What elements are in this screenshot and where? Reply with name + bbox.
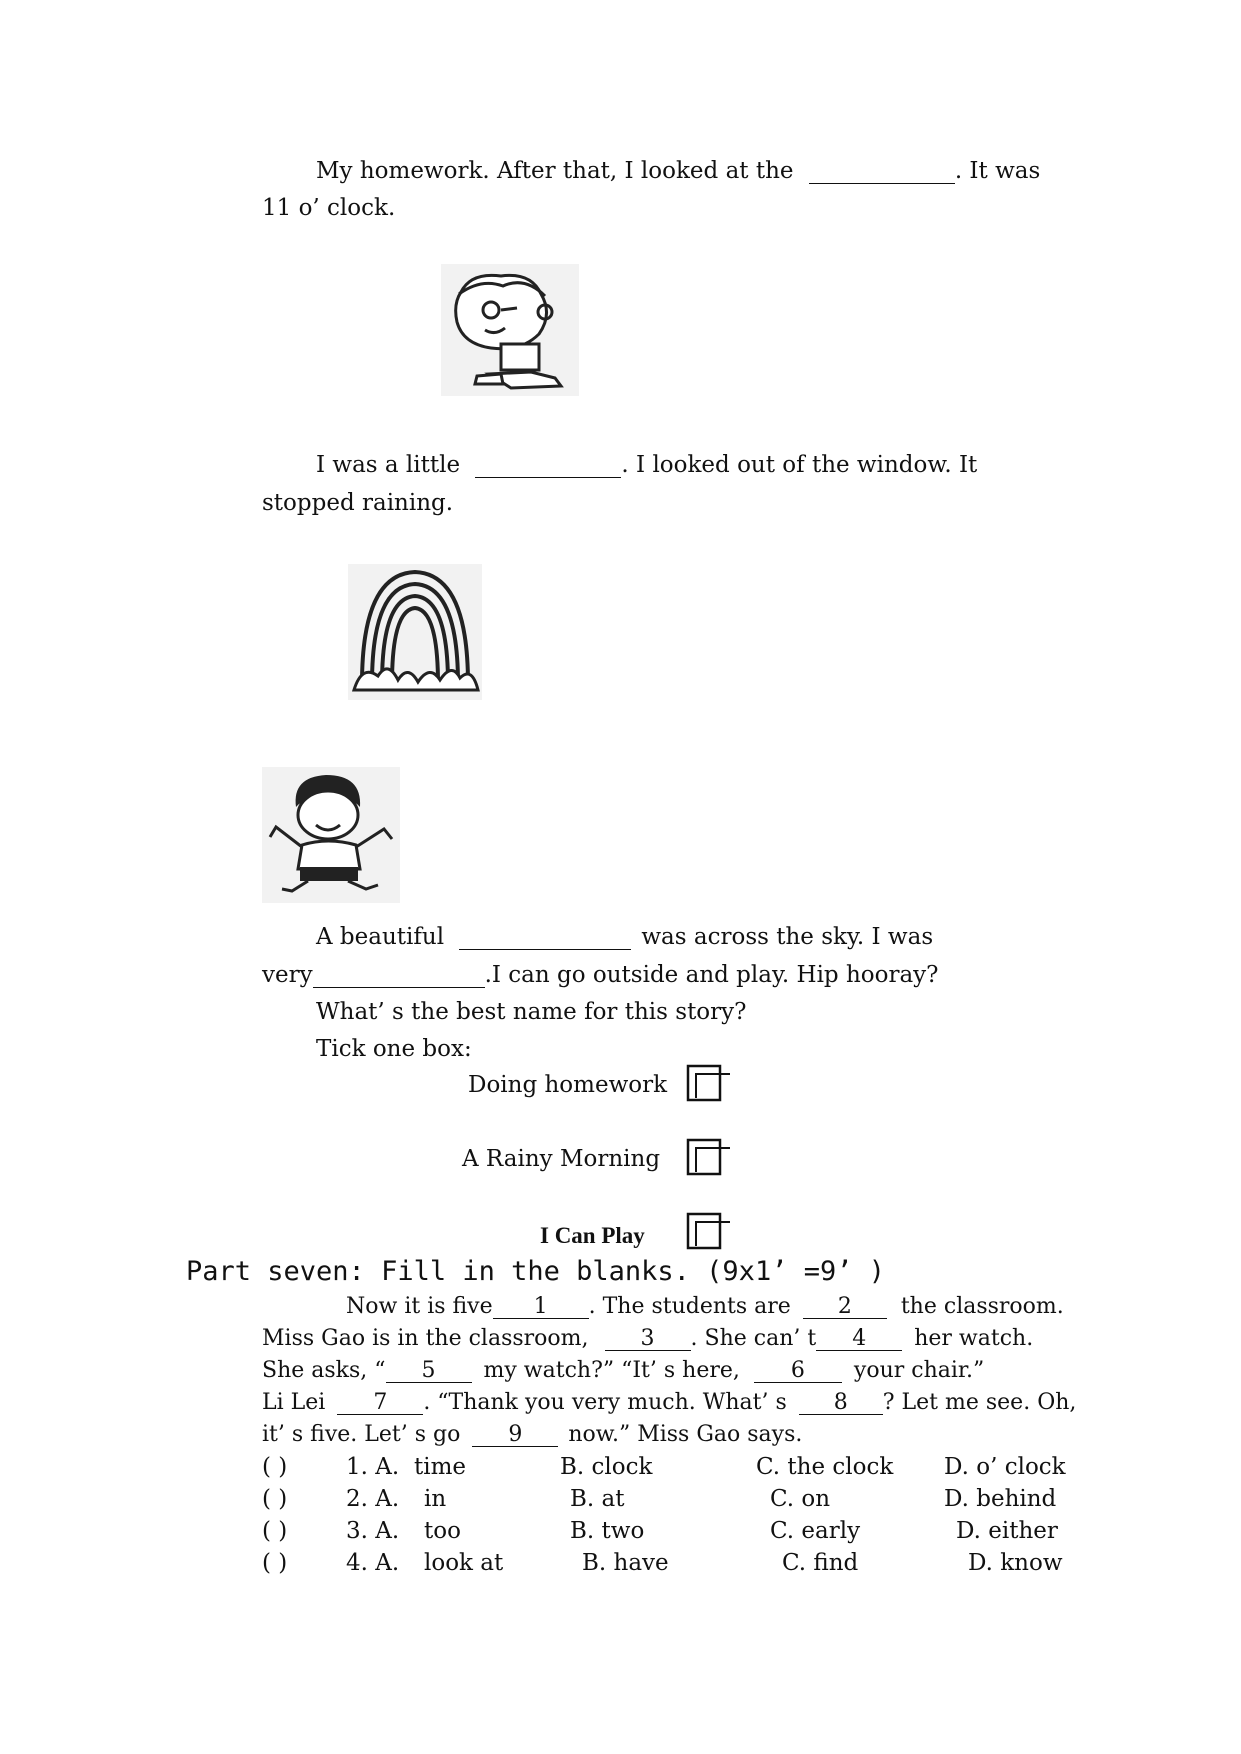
blank-7[interactable]: 7 — [337, 1392, 423, 1415]
story-line-2 — [262, 197, 395, 220]
blank-8[interactable]: 8 — [799, 1392, 883, 1415]
answer-paren[interactable]: ( ) — [262, 1486, 288, 1512]
story-text: was across the sky. I was — [641, 924, 934, 950]
option-d: D. o’ clock — [944, 1454, 1066, 1480]
option-d: D. know — [968, 1550, 1063, 1576]
answer-blank[interactable] — [475, 454, 621, 478]
blank-1[interactable]: 1 — [493, 1296, 589, 1319]
option-c: C. find — [782, 1550, 859, 1576]
question-number: 1. A. — [346, 1454, 400, 1480]
question-number: 3. A. — [346, 1518, 400, 1544]
passage-text: her watch. — [914, 1326, 1034, 1351]
story-text: very — [262, 962, 313, 988]
story-line-1 — [316, 160, 1040, 184]
tick-box[interactable] — [686, 1212, 732, 1252]
story-text: stopped raining. — [262, 490, 454, 516]
answer-paren[interactable]: ( ) — [262, 1454, 288, 1480]
passage-line-2 — [262, 1328, 1033, 1351]
blank-9[interactable]: 9 — [472, 1424, 558, 1447]
blank-5[interactable]: 5 — [386, 1360, 472, 1383]
option-b: B. clock — [560, 1454, 653, 1480]
story-question: What’ s the best name for this story? — [316, 999, 747, 1025]
option-a: in — [424, 1486, 447, 1512]
tick-box[interactable] — [686, 1064, 732, 1104]
story-text: I was a little — [316, 452, 461, 478]
passage-text: . She can’ t — [690, 1326, 817, 1351]
passage-text: Miss Gao is in the classroom, — [262, 1326, 589, 1351]
option-a: too — [424, 1518, 461, 1544]
story-instruction: Tick one box: — [316, 1036, 472, 1062]
option-a: time — [414, 1454, 467, 1480]
boy-jumping-picture — [262, 767, 400, 903]
boy-thinking-picture — [441, 264, 579, 396]
story-text: . It was — [954, 158, 1041, 184]
passage-line-3 — [262, 1360, 984, 1383]
passage-line-5 — [262, 1424, 802, 1447]
option-d: D. either — [956, 1518, 1058, 1544]
story-line-4 — [262, 492, 453, 515]
answer-paren[interactable]: ( ) — [262, 1518, 288, 1544]
blank-4[interactable]: 4 — [816, 1328, 902, 1351]
passage-line-1 — [346, 1296, 1064, 1319]
story-text: My homework. After that, I looked at the — [316, 158, 794, 184]
story-line-5 — [316, 926, 933, 950]
question-number: 2. A. — [346, 1486, 400, 1512]
passage-text: it’ s five. Let’ s go — [262, 1422, 461, 1447]
story-line-6 — [262, 964, 939, 988]
passage-text: now.” Miss Gao says. — [568, 1422, 803, 1447]
answer-blank[interactable] — [313, 964, 485, 988]
option-b: B. have — [582, 1550, 669, 1576]
option-c: C. early — [770, 1518, 861, 1544]
passage-text: . The students are — [588, 1294, 791, 1319]
answer-blank[interactable] — [809, 160, 955, 184]
option-c: C. the clock — [756, 1454, 894, 1480]
option-b: B. two — [570, 1518, 645, 1544]
passage-text: Li Lei — [262, 1390, 326, 1415]
question-number: 4. A. — [346, 1550, 400, 1576]
passage-text: ? Let me see. Oh, — [882, 1390, 1077, 1415]
story-line-3 — [316, 454, 977, 478]
answer-blank[interactable] — [459, 926, 631, 950]
passage-text: She asks, “ — [262, 1358, 386, 1383]
option-label: I Can Play — [540, 1223, 645, 1248]
option-c: C. on — [770, 1486, 831, 1512]
story-text: 11 o’ clock. — [262, 195, 396, 221]
tick-box[interactable] — [686, 1138, 732, 1178]
part-seven-title: Part seven: Fill in the blanks. (9x1’ =9’ ) — [186, 1256, 885, 1287]
passage-text: Now it is five — [346, 1294, 493, 1319]
option-label: A Rainy Morning — [462, 1146, 661, 1172]
passage-text: . “Thank you very much. What’ s — [423, 1390, 787, 1415]
story-text: A beautiful — [316, 924, 445, 950]
answer-paren[interactable]: ( ) — [262, 1550, 288, 1576]
option-label: Doing homework — [468, 1072, 668, 1098]
option-d: D. behind — [944, 1486, 1057, 1512]
blank-2[interactable]: 2 — [803, 1296, 887, 1319]
passage-text: your chair.” — [853, 1358, 985, 1383]
option-a: look at — [424, 1550, 504, 1576]
passage-line-4 — [262, 1392, 1076, 1415]
passage-text: the classroom. — [900, 1294, 1064, 1319]
option-b: B. at — [570, 1486, 625, 1512]
story-text: . I looked out of the window. It — [621, 452, 978, 478]
rainbow-picture — [348, 564, 482, 700]
blank-6[interactable]: 6 — [754, 1360, 842, 1383]
passage-text: my watch?” “It’ s here, — [483, 1358, 740, 1383]
blank-3[interactable]: 3 — [605, 1328, 691, 1351]
story-text: .I can go outside and play. Hip hooray? — [484, 962, 939, 988]
